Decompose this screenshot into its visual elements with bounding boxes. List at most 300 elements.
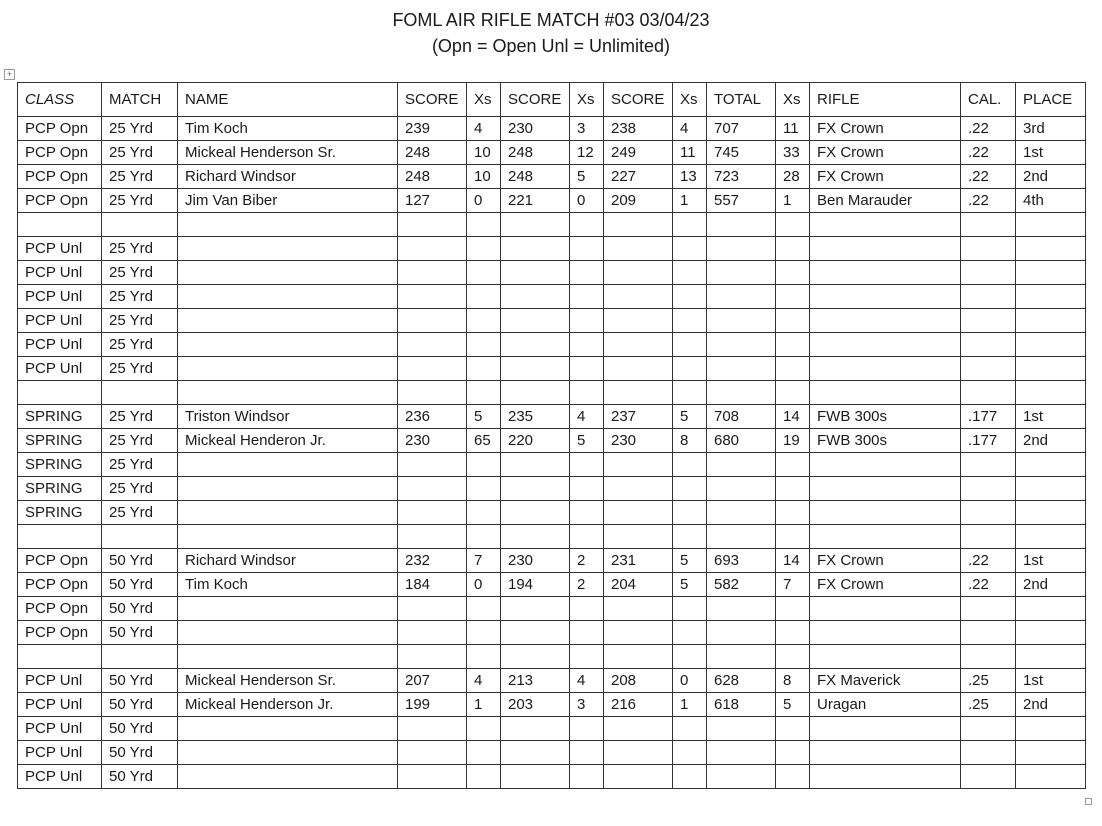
table-cell[interactable]: 230: [501, 117, 570, 141]
table-cell[interactable]: [467, 453, 501, 477]
table-cell[interactable]: [810, 741, 961, 765]
table-cell[interactable]: PCP Unl: [18, 261, 102, 285]
table-cell[interactable]: 248: [501, 165, 570, 189]
table-cell[interactable]: 11: [673, 141, 707, 165]
table-cell[interactable]: [18, 213, 102, 237]
table-cell[interactable]: [707, 525, 776, 549]
table-cell[interactable]: [673, 765, 707, 789]
table-cell[interactable]: 14: [776, 549, 810, 573]
table-cell[interactable]: [673, 285, 707, 309]
table-cell[interactable]: [673, 477, 707, 501]
table-cell[interactable]: [810, 261, 961, 285]
table-cell[interactable]: [467, 477, 501, 501]
table-cell[interactable]: [467, 525, 501, 549]
table-cell[interactable]: 230: [398, 429, 467, 453]
table-cell[interactable]: PCP Unl: [18, 765, 102, 789]
table-cell[interactable]: [776, 741, 810, 765]
table-cell[interactable]: 708: [707, 405, 776, 429]
table-cell[interactable]: 13: [673, 165, 707, 189]
table-cell[interactable]: [776, 237, 810, 261]
table-cell[interactable]: .22: [961, 189, 1016, 213]
table-cell[interactable]: 25 Yrd: [102, 357, 178, 381]
table-cell[interactable]: 618: [707, 693, 776, 717]
table-cell[interactable]: [776, 525, 810, 549]
table-cell[interactable]: [707, 645, 776, 669]
table-cell[interactable]: [467, 621, 501, 645]
table-cell[interactable]: [501, 333, 570, 357]
table-cell[interactable]: 230: [604, 429, 673, 453]
table-cell[interactable]: 3: [570, 693, 604, 717]
table-cell[interactable]: [604, 237, 673, 261]
table-cell[interactable]: [467, 597, 501, 621]
table-cell[interactable]: Mickeal Henderson Sr.: [178, 141, 398, 165]
table-cell[interactable]: [467, 501, 501, 525]
table-cell[interactable]: [604, 765, 673, 789]
table-cell[interactable]: 220: [501, 429, 570, 453]
table-cell[interactable]: [1016, 645, 1086, 669]
table-cell[interactable]: Jim Van Biber: [178, 189, 398, 213]
table-cell[interactable]: 5: [776, 693, 810, 717]
table-cell[interactable]: 50 Yrd: [102, 669, 178, 693]
table-cell[interactable]: PCP Opn: [18, 141, 102, 165]
table-cell[interactable]: [501, 357, 570, 381]
table-cell[interactable]: FX Crown: [810, 165, 961, 189]
table-cell[interactable]: [467, 717, 501, 741]
table-cell[interactable]: [467, 213, 501, 237]
table-cell[interactable]: 25 Yrd: [102, 405, 178, 429]
table-cell[interactable]: [673, 525, 707, 549]
table-cell[interactable]: PCP Opn: [18, 549, 102, 573]
table-cell[interactable]: [961, 213, 1016, 237]
table-cell[interactable]: [570, 213, 604, 237]
table-cell[interactable]: 1: [467, 693, 501, 717]
table-cell[interactable]: PCP Opn: [18, 597, 102, 621]
table-cell[interactable]: .25: [961, 669, 1016, 693]
table-cell[interactable]: SPRING: [18, 405, 102, 429]
table-cell[interactable]: 50 Yrd: [102, 621, 178, 645]
table-cell[interactable]: 4: [673, 117, 707, 141]
table-cell[interactable]: [604, 621, 673, 645]
table-cell[interactable]: [501, 765, 570, 789]
table-cell[interactable]: 25 Yrd: [102, 117, 178, 141]
table-cell[interactable]: Mickeal Henderson Sr.: [178, 669, 398, 693]
table-cell[interactable]: [810, 237, 961, 261]
table-cell[interactable]: [961, 525, 1016, 549]
table-cell[interactable]: [467, 237, 501, 261]
table-cell[interactable]: 4th: [1016, 189, 1086, 213]
table-cell[interactable]: Richard Windsor: [178, 549, 398, 573]
table-cell[interactable]: [501, 717, 570, 741]
table-cell[interactable]: Uragan: [810, 693, 961, 717]
table-cell[interactable]: 235: [501, 405, 570, 429]
table-cell[interactable]: [776, 285, 810, 309]
table-cell[interactable]: 5: [570, 165, 604, 189]
table-cell[interactable]: [604, 261, 673, 285]
table-cell[interactable]: [673, 333, 707, 357]
table-cell[interactable]: [1016, 357, 1086, 381]
table-cell[interactable]: FWB 300s: [810, 429, 961, 453]
table-cell[interactable]: 1st: [1016, 549, 1086, 573]
table-cell[interactable]: [776, 357, 810, 381]
table-cell[interactable]: [570, 309, 604, 333]
table-cell[interactable]: 25 Yrd: [102, 333, 178, 357]
table-cell[interactable]: Mickeal Henderson Jr.: [178, 693, 398, 717]
table-cell[interactable]: PCP Unl: [18, 237, 102, 261]
table-cell[interactable]: [810, 213, 961, 237]
table-cell[interactable]: 5: [673, 549, 707, 573]
table-cell[interactable]: 0: [673, 669, 707, 693]
table-cell[interactable]: PCP Opn: [18, 189, 102, 213]
table-cell[interactable]: [707, 309, 776, 333]
table-cell[interactable]: 1st: [1016, 405, 1086, 429]
table-cell[interactable]: [604, 285, 673, 309]
table-cell[interactable]: [604, 381, 673, 405]
table-cell[interactable]: [1016, 621, 1086, 645]
table-cell[interactable]: [961, 741, 1016, 765]
table-cell[interactable]: [467, 309, 501, 333]
table-cell[interactable]: 5: [570, 429, 604, 453]
table-cell[interactable]: 208: [604, 669, 673, 693]
table-cell[interactable]: 1: [673, 189, 707, 213]
table-cell[interactable]: [1016, 309, 1086, 333]
table-cell[interactable]: SPRING: [18, 453, 102, 477]
table-cell[interactable]: [398, 213, 467, 237]
table-move-handle-icon[interactable]: +: [4, 69, 15, 80]
table-cell[interactable]: Tim Koch: [178, 117, 398, 141]
table-cell[interactable]: [501, 285, 570, 309]
table-cell[interactable]: 25 Yrd: [102, 261, 178, 285]
table-cell[interactable]: [398, 717, 467, 741]
table-cell[interactable]: [178, 261, 398, 285]
table-cell[interactable]: [707, 333, 776, 357]
table-cell[interactable]: 50 Yrd: [102, 765, 178, 789]
table-cell[interactable]: PCP Opn: [18, 621, 102, 645]
table-cell[interactable]: [501, 453, 570, 477]
table-cell[interactable]: 25 Yrd: [102, 453, 178, 477]
table-cell[interactable]: 4: [467, 117, 501, 141]
table-cell[interactable]: [810, 621, 961, 645]
table-cell[interactable]: [707, 453, 776, 477]
table-cell[interactable]: 127: [398, 189, 467, 213]
table-cell[interactable]: [178, 453, 398, 477]
table-cell[interactable]: [1016, 213, 1086, 237]
table-cell[interactable]: 227: [604, 165, 673, 189]
table-cell[interactable]: 25 Yrd: [102, 477, 178, 501]
table-cell[interactable]: [570, 285, 604, 309]
table-cell[interactable]: [604, 357, 673, 381]
table-cell[interactable]: [707, 477, 776, 501]
table-cell[interactable]: Richard Windsor: [178, 165, 398, 189]
table-cell[interactable]: PCP Opn: [18, 165, 102, 189]
table-cell[interactable]: [673, 597, 707, 621]
table-cell[interactable]: PCP Unl: [18, 285, 102, 309]
table-cell[interactable]: [961, 597, 1016, 621]
table-cell[interactable]: [501, 237, 570, 261]
table-cell[interactable]: 50 Yrd: [102, 549, 178, 573]
table-cell[interactable]: SPRING: [18, 477, 102, 501]
table-cell[interactable]: [673, 309, 707, 333]
table-cell[interactable]: 14: [776, 405, 810, 429]
table-cell[interactable]: 50 Yrd: [102, 573, 178, 597]
table-cell[interactable]: [707, 261, 776, 285]
table-cell[interactable]: FX Crown: [810, 549, 961, 573]
table-cell[interactable]: [178, 501, 398, 525]
table-cell[interactable]: 2nd: [1016, 165, 1086, 189]
table-cell[interactable]: 8: [673, 429, 707, 453]
table-cell[interactable]: [1016, 717, 1086, 741]
table-cell[interactable]: [673, 453, 707, 477]
table-cell[interactable]: [810, 453, 961, 477]
table-cell[interactable]: Mickeal Henderon Jr.: [178, 429, 398, 453]
table-cell[interactable]: 557: [707, 189, 776, 213]
table-cell[interactable]: [501, 525, 570, 549]
table-cell[interactable]: [604, 453, 673, 477]
table-cell[interactable]: 3rd: [1016, 117, 1086, 141]
table-cell[interactable]: [178, 381, 398, 405]
table-cell[interactable]: 4: [570, 669, 604, 693]
table-cell[interactable]: [961, 645, 1016, 669]
table-cell[interactable]: 1: [776, 189, 810, 213]
table-cell[interactable]: FX Crown: [810, 141, 961, 165]
table-cell[interactable]: [398, 765, 467, 789]
table-cell[interactable]: 28: [776, 165, 810, 189]
table-cell[interactable]: [961, 261, 1016, 285]
table-cell[interactable]: [604, 741, 673, 765]
table-cell[interactable]: [398, 477, 467, 501]
table-cell[interactable]: [501, 309, 570, 333]
table-cell[interactable]: 50 Yrd: [102, 693, 178, 717]
table-cell[interactable]: [707, 237, 776, 261]
table-cell[interactable]: .22: [961, 165, 1016, 189]
table-cell[interactable]: [604, 213, 673, 237]
table-cell[interactable]: PCP Unl: [18, 333, 102, 357]
table-cell[interactable]: [961, 477, 1016, 501]
table-cell[interactable]: 50 Yrd: [102, 597, 178, 621]
table-cell[interactable]: [776, 765, 810, 789]
table-cell[interactable]: [102, 213, 178, 237]
table-cell[interactable]: PCP Opn: [18, 117, 102, 141]
table-cell[interactable]: .22: [961, 141, 1016, 165]
table-cell[interactable]: FWB 300s: [810, 405, 961, 429]
table-cell[interactable]: [673, 741, 707, 765]
table-cell[interactable]: [398, 333, 467, 357]
table-cell[interactable]: [570, 645, 604, 669]
table-cell[interactable]: [467, 381, 501, 405]
table-cell[interactable]: [707, 213, 776, 237]
table-cell[interactable]: [178, 237, 398, 261]
table-cell[interactable]: 2: [570, 573, 604, 597]
table-cell[interactable]: 25 Yrd: [102, 165, 178, 189]
table-cell[interactable]: [178, 333, 398, 357]
table-cell[interactable]: [1016, 261, 1086, 285]
table-cell[interactable]: [398, 741, 467, 765]
table-cell[interactable]: SPRING: [18, 429, 102, 453]
table-cell[interactable]: [1016, 333, 1086, 357]
table-cell[interactable]: [810, 717, 961, 741]
table-cell[interactable]: [102, 381, 178, 405]
table-cell[interactable]: 33: [776, 141, 810, 165]
table-cell[interactable]: [707, 381, 776, 405]
table-cell[interactable]: [178, 477, 398, 501]
table-cell[interactable]: [501, 213, 570, 237]
table-cell[interactable]: [501, 621, 570, 645]
table-cell[interactable]: [178, 213, 398, 237]
table-cell[interactable]: 204: [604, 573, 673, 597]
table-cell[interactable]: [501, 597, 570, 621]
table-cell[interactable]: [604, 309, 673, 333]
table-cell[interactable]: 5: [467, 405, 501, 429]
table-cell[interactable]: 7: [776, 573, 810, 597]
table-cell[interactable]: [467, 645, 501, 669]
table-cell[interactable]: [178, 525, 398, 549]
table-cell[interactable]: 1st: [1016, 669, 1086, 693]
table-cell[interactable]: [604, 717, 673, 741]
table-cell[interactable]: .22: [961, 117, 1016, 141]
table-cell[interactable]: [398, 261, 467, 285]
table-cell[interactable]: 25 Yrd: [102, 429, 178, 453]
table-cell[interactable]: Tim Koch: [178, 573, 398, 597]
table-cell[interactable]: [398, 285, 467, 309]
table-cell[interactable]: [961, 501, 1016, 525]
table-cell[interactable]: FX Crown: [810, 573, 961, 597]
table-cell[interactable]: [810, 645, 961, 669]
table-cell[interactable]: [707, 597, 776, 621]
table-cell[interactable]: [501, 741, 570, 765]
table-cell[interactable]: [776, 309, 810, 333]
table-cell[interactable]: [810, 333, 961, 357]
table-cell[interactable]: 25 Yrd: [102, 309, 178, 333]
table-cell[interactable]: 680: [707, 429, 776, 453]
table-cell[interactable]: [467, 357, 501, 381]
table-cell[interactable]: [1016, 525, 1086, 549]
table-cell[interactable]: 236: [398, 405, 467, 429]
table-cell[interactable]: [501, 645, 570, 669]
table-cell[interactable]: [1016, 285, 1086, 309]
table-cell[interactable]: 203: [501, 693, 570, 717]
table-cell[interactable]: [961, 237, 1016, 261]
table-cell[interactable]: 199: [398, 693, 467, 717]
table-cell[interactable]: 50 Yrd: [102, 717, 178, 741]
table-cell[interactable]: 12: [570, 141, 604, 165]
table-cell[interactable]: 5: [673, 405, 707, 429]
table-cell[interactable]: [776, 477, 810, 501]
table-cell[interactable]: [570, 717, 604, 741]
table-cell[interactable]: 194: [501, 573, 570, 597]
table-cell[interactable]: [398, 525, 467, 549]
table-cell[interactable]: [18, 381, 102, 405]
table-cell[interactable]: [398, 357, 467, 381]
table-cell[interactable]: 723: [707, 165, 776, 189]
table-cell[interactable]: [501, 261, 570, 285]
table-cell[interactable]: [707, 621, 776, 645]
table-cell[interactable]: [604, 501, 673, 525]
table-cell[interactable]: [810, 357, 961, 381]
table-cell[interactable]: 10: [467, 165, 501, 189]
table-cell[interactable]: 2nd: [1016, 429, 1086, 453]
table-cell[interactable]: [604, 477, 673, 501]
table-cell[interactable]: [673, 213, 707, 237]
table-cell[interactable]: [707, 765, 776, 789]
table-cell[interactable]: [810, 525, 961, 549]
table-cell[interactable]: [467, 765, 501, 789]
table-cell[interactable]: [178, 285, 398, 309]
table-cell[interactable]: 3: [570, 117, 604, 141]
table-cell[interactable]: 693: [707, 549, 776, 573]
table-cell[interactable]: 248: [501, 141, 570, 165]
table-cell[interactable]: [961, 333, 1016, 357]
table-cell[interactable]: [961, 717, 1016, 741]
table-cell[interactable]: PCP Unl: [18, 693, 102, 717]
table-cell[interactable]: [1016, 453, 1086, 477]
table-cell[interactable]: [398, 237, 467, 261]
table-cell[interactable]: [467, 333, 501, 357]
table-cell[interactable]: [707, 501, 776, 525]
table-cell[interactable]: [673, 261, 707, 285]
table-cell[interactable]: 207: [398, 669, 467, 693]
table-cell[interactable]: [810, 285, 961, 309]
table-cell[interactable]: [398, 597, 467, 621]
table-cell[interactable]: [776, 717, 810, 741]
table-cell[interactable]: [178, 765, 398, 789]
table-cell[interactable]: [810, 477, 961, 501]
table-cell[interactable]: [570, 597, 604, 621]
table-cell[interactable]: 745: [707, 141, 776, 165]
table-cell[interactable]: Triston Windsor: [178, 405, 398, 429]
table-cell[interactable]: [467, 741, 501, 765]
table-cell[interactable]: 237: [604, 405, 673, 429]
table-cell[interactable]: 238: [604, 117, 673, 141]
table-cell[interactable]: 231: [604, 549, 673, 573]
table-cell[interactable]: [570, 477, 604, 501]
table-cell[interactable]: [398, 645, 467, 669]
table-cell[interactable]: [604, 525, 673, 549]
table-cell[interactable]: 209: [604, 189, 673, 213]
table-cell[interactable]: 25 Yrd: [102, 501, 178, 525]
table-cell[interactable]: PCP Unl: [18, 357, 102, 381]
table-cell[interactable]: 2nd: [1016, 573, 1086, 597]
table-cell[interactable]: 248: [398, 141, 467, 165]
table-cell[interactable]: [810, 501, 961, 525]
table-cell[interactable]: 707: [707, 117, 776, 141]
table-cell[interactable]: [776, 333, 810, 357]
table-cell[interactable]: [673, 621, 707, 645]
table-cell[interactable]: [776, 213, 810, 237]
table-cell[interactable]: 7: [467, 549, 501, 573]
table-cell[interactable]: [776, 645, 810, 669]
table-cell[interactable]: [810, 597, 961, 621]
table-cell[interactable]: 8: [776, 669, 810, 693]
table-cell[interactable]: 248: [398, 165, 467, 189]
table-cell[interactable]: [776, 381, 810, 405]
table-cell[interactable]: 2: [570, 549, 604, 573]
table-cell[interactable]: [673, 381, 707, 405]
table-cell[interactable]: [776, 453, 810, 477]
table-cell[interactable]: 232: [398, 549, 467, 573]
table-cell[interactable]: [570, 333, 604, 357]
table-cell[interactable]: [178, 309, 398, 333]
table-cell[interactable]: [178, 357, 398, 381]
table-cell[interactable]: [178, 645, 398, 669]
table-cell[interactable]: [673, 501, 707, 525]
table-cell[interactable]: PCP Unl: [18, 309, 102, 333]
table-cell[interactable]: .177: [961, 429, 1016, 453]
table-cell[interactable]: .177: [961, 405, 1016, 429]
table-cell[interactable]: 1st: [1016, 141, 1086, 165]
table-cell[interactable]: [570, 621, 604, 645]
table-cell[interactable]: [961, 285, 1016, 309]
table-cell[interactable]: [604, 597, 673, 621]
table-cell[interactable]: [398, 453, 467, 477]
